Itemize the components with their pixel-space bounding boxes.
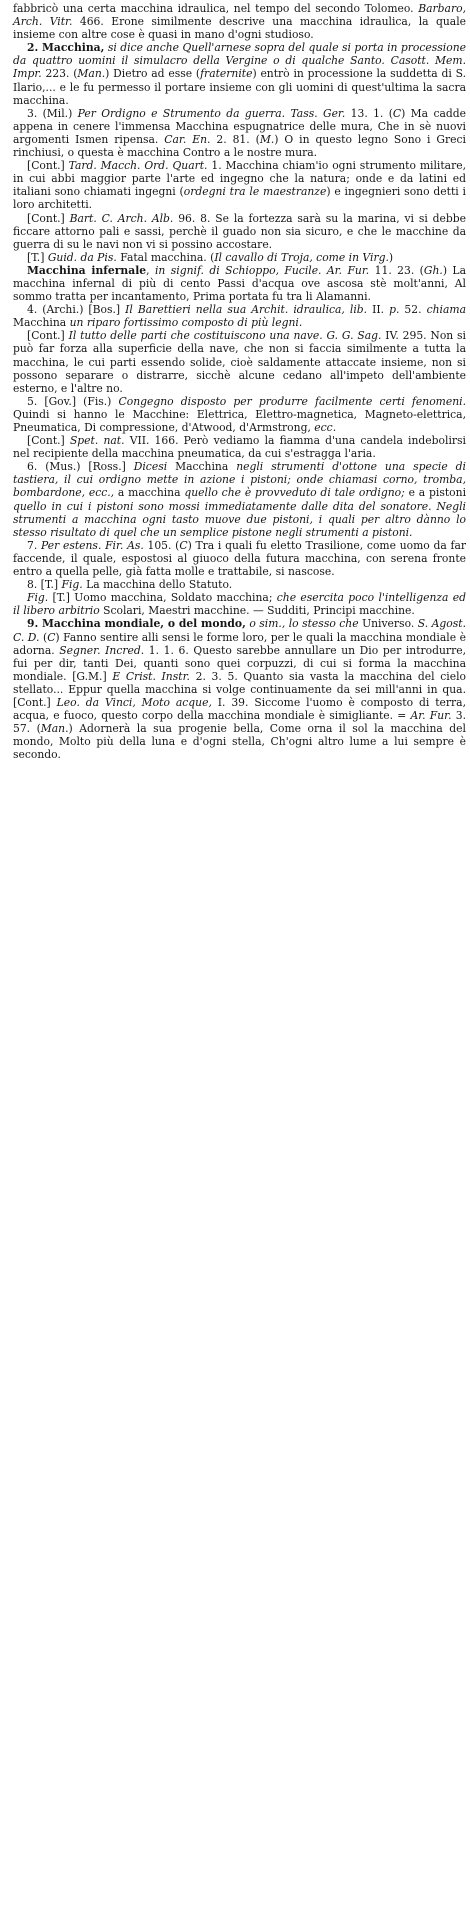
body-text: ) Dietro ad esse (: [105, 67, 201, 81]
body-text: Macchina: [167, 460, 237, 474]
body-text: 105. (: [143, 538, 180, 552]
italic-text: Man.: [77, 67, 106, 81]
entry-paragraph: [13, 460, 466, 539]
entry-paragraph: [13, 2, 466, 41]
body-text: 2. 3. 5. Quanto sia vasta la macchina del cielo stellato... Eppur quella macchina si volge continuamente da sei mill'anni in qua. [Cont.]: [13, 669, 466, 709]
italic-text: C: [179, 538, 188, 552]
body-text: ) e ingegnieri sono detti i loro architetti.: [13, 185, 466, 212]
italic-text: Fig.: [61, 578, 83, 592]
italic-text: Il Barettieri nella sua Archit. idraulica, lib.: [125, 303, 368, 317]
italic-text: Per Ordigno e Strumento da guerra. Tass. Ger.: [77, 106, 346, 120]
body-text: [T.] Uomo macchina, Soldato macchina;: [48, 591, 277, 605]
headword: Macchina infernale: [27, 263, 147, 277]
entry-paragraph: [13, 329, 466, 394]
body-text: 223. (: [41, 67, 78, 81]
body-text: [Cont.]: [27, 211, 70, 225]
italic-text: o sim., lo stesso che: [245, 617, 359, 631]
body-text: I. 39. Siccome l'uomo è composto di terra, acqua, e fuoco, questo corpo della macchina mondiale è simigliante. =: [13, 695, 466, 723]
body-text: fabbricò una certa macchina idraulica, nel tempo del secondo Tolomeo.: [13, 2, 419, 15]
italic-text: negli strumenti d'ottone una specie di tastiera, il cui ordigno mette in azione i pistoni; onde chiamasi corno, tromba, bombardone, ecc.,: [13, 460, 466, 500]
entry-paragraph: [13, 434, 466, 460]
italic-text: S. Agost. C. D.: [13, 617, 467, 644]
body-text: 3. 57. (: [13, 709, 466, 736]
entry-paragraph: [13, 578, 466, 591]
body-text: e a pistoni: [404, 486, 467, 500]
entry-paragraph: [13, 303, 466, 329]
body-text: La macchina dello Statuto.: [82, 578, 233, 592]
body-text: Universo.: [358, 617, 418, 631]
body-text: ) entrò in processione la suddetta di S. Ilario,... e le fu permesso il portare insieme con gli uomini di quest'ultima la sacra macchina.: [13, 67, 466, 107]
italic-text: Barbaro, Arch. Vitr.: [13, 2, 466, 29]
entry-paragraph: [13, 41, 466, 106]
italic-text: Gh.: [423, 263, 443, 277]
body-text: ) La macchina infernal di più di cento Passi d'acqua ove ascosa stè molt'anni, Al sommo tratta per incantamento, Prima portata fu tra li Alamanni.: [13, 263, 466, 304]
italic-text: M.: [259, 132, 275, 146]
italic-text: Congegno disposto per produrre facilmente certi fenomeni.: [118, 394, 467, 408]
entry-paragraph: [13, 212, 466, 251]
entry-paragraph: [13, 264, 466, 303]
entry-paragraph: [13, 159, 466, 211]
body-text: [Cont.]: [27, 159, 69, 173]
body-text: 96. 8. Se la fortezza sarà su la marina, vi si debbe ficcare attorno pali e sassi, perchè il guado non sia sicuro, e che le macchine da guerra di su le navi non vi si possino accostare.: [13, 211, 466, 251]
body-text: a macchina: [114, 486, 185, 500]
italic-text: fraternite: [200, 67, 253, 81]
body-text: 2. 81. (: [210, 132, 260, 146]
italic-text: Man.: [40, 722, 69, 736]
body-text: ) Ma cadde appena in cenere l'immensa Macchina espugnatrice delle mura, Che in sè nuovi argomenti Ismen ripensa.: [13, 106, 466, 146]
body-text: 4. (Archi.) [Bos.]: [27, 303, 126, 317]
entry-paragraph: [13, 591, 466, 617]
body-text: 6. (Mus.) [Ross.]: [27, 460, 134, 474]
body-text: ) O in questo legno Sono i Greci rinchiusi, o questa è macchina Contro a le nostre mura.: [13, 132, 466, 160]
body-text: (: [39, 630, 48, 644]
entry-paragraph: [13, 617, 466, 761]
body-text: ) Adornerà la sua progenie bella, Come orna il sol la macchina del mondo, Molto più della luna e d'ogni stella, Ch'ogni altro lume a lui sempre è secondo.: [13, 722, 466, 762]
italic-text: Spet. nat.: [69, 434, 125, 448]
italic-text: un riparo fortissimo composto di più legni.: [69, 316, 303, 330]
body-text: IV. 295. Non si può far forza alla superficie della nave, che non si faccia similmente a tutta la macchina, le cui parti essendo solide, cioè saldamente attaccate insieme, non si possono separare o distrarre, sicchè alcune cedano all'impeto dell'ambiente esterno, e l'altre no.: [13, 329, 466, 395]
body-text: II.: [367, 303, 390, 317]
italic-text: Dicesi: [133, 460, 168, 474]
body-text: [Cont.]: [27, 329, 69, 343]
body-text: [T.]: [27, 250, 48, 264]
italic-text: Ar. Fur.: [410, 709, 452, 723]
body-text: ) Fanno sentire alli sensi le forme loro, per le quali la macchina mondiale è adorna.: [13, 630, 466, 657]
italic-text: ordegni tra le maestranze: [183, 185, 327, 199]
body-text: 1. Macchina chiam'io ogni strumento militare, in cui abbi maggior parte l'arte ed ingegno che la natura; onde e da latini ed italiani sono chiamati ingegni (: [13, 159, 466, 199]
italic-text: Tard. Macch. Ord. Quart.: [68, 159, 208, 173]
body-text: 7.: [27, 538, 41, 552]
italic-text: p.: [389, 303, 400, 317]
body-text: 52.: [399, 303, 427, 317]
body-text: ) Tra i quali fu eletto Trasilione, come uomo da far faccende, il quale, espostosi al giuoco della futura macchina, con serena fronte entro a quella pelle, già fatta molle e trattabile, si nascose.: [13, 538, 467, 579]
entry-paragraph: [13, 395, 466, 434]
italic-text: Bart. C. Arch. Alb.: [69, 211, 174, 225]
body-text: 1. 1. 6. Questo sarebbe annullare un Dio per introdurre, fui per dir, tanti Dei, quanti sono quei corpuzzi, di cui si forma la macchina mondiale. [G.M.]: [13, 643, 466, 683]
italic-text: Per estens. Fir. As.: [40, 538, 144, 552]
headword: 2. Macchina,: [27, 41, 105, 55]
italic-text: Leo. da Vinci, Moto acque,: [56, 695, 212, 709]
body-text: 8. [T.]: [27, 578, 62, 592]
body-text: 11. 23. (: [369, 263, 424, 277]
body-text: 466. Erone similmente descrive una macchina idraulica, la quale insieme con altre cose è quasi in mano d'ogni studioso.: [13, 15, 466, 42]
body-text: Macchina: [13, 316, 70, 330]
italic-text: E Crist. Instr.: [112, 669, 190, 683]
body-text: Quindi si hanno le Macchine: Elettrica, Elettro-magnetica, Magneto-elettrica, Pneumatica, Di compressione, d'Atwood, d'Armstrong,: [13, 407, 466, 434]
italic-text: si dice anche Quell'arnese sopra del quale si porta in processione da quattro uomini il simulacro della Vergine o di qualche Santo. Casott. Mem. Impr.: [13, 41, 466, 81]
italic-text: quello in cui i pistoni sono mossi immediatamente dalle dita del sonatore. Negli strumenti a macchina ogni tasto muove due pistoni, i quali per altro dànno lo stesso risultato di quel che un semplice pistone negli strumenti a pistoni.: [13, 499, 466, 539]
italic-text: Il tutto delle parti che costituiscono una nave. G. G. Sag.: [68, 329, 382, 343]
body-text: 5. [Gov.] (Fis.): [27, 394, 119, 408]
body-text: Scolari, Maestri macchine. — Sudditi, Principi macchine.: [99, 604, 415, 618]
italic-text: Il cavallo di Troja, come in Virg.: [214, 250, 389, 264]
italic-text: ecc.: [314, 421, 337, 434]
italic-text: Car. En.: [164, 132, 211, 146]
body-text: [Cont.]: [27, 434, 70, 448]
italic-text: che esercita poco l'intelligenza ed il libero arbitrio: [13, 591, 467, 618]
italic-text: Segner. Incred.: [59, 643, 145, 657]
italic-text: in signif. di Schioppo, Fucile. Ar. Fur.: [154, 263, 370, 277]
body-text: ): [388, 250, 394, 264]
italic-text: C: [392, 106, 402, 120]
italic-text: chiama: [426, 303, 466, 317]
body-text: 3. (Mil.): [27, 106, 78, 120]
italic-text: C: [47, 630, 56, 644]
italic-text: Fig.: [27, 591, 49, 605]
entry-paragraph: [13, 539, 466, 578]
body-text: VII. 166. Però vediamo la fiamma d'una candela indebolirsi nel recipiente della macchina pneumatica, da cui s'estragga l'aria.: [13, 434, 466, 461]
body-text: Fatal macchina. (: [116, 250, 215, 264]
entry-paragraph: [13, 251, 466, 264]
italic-text: Guid. da Pis.: [47, 250, 117, 264]
body-text: ,: [146, 263, 155, 277]
body-text: 13. 1. (: [345, 106, 393, 120]
italic-text: quello che è provveduto di tale ordigno;: [184, 486, 405, 500]
entry-paragraph: [13, 107, 466, 159]
headword: 9. Macchina mondiale, o del mondo,: [27, 617, 246, 631]
